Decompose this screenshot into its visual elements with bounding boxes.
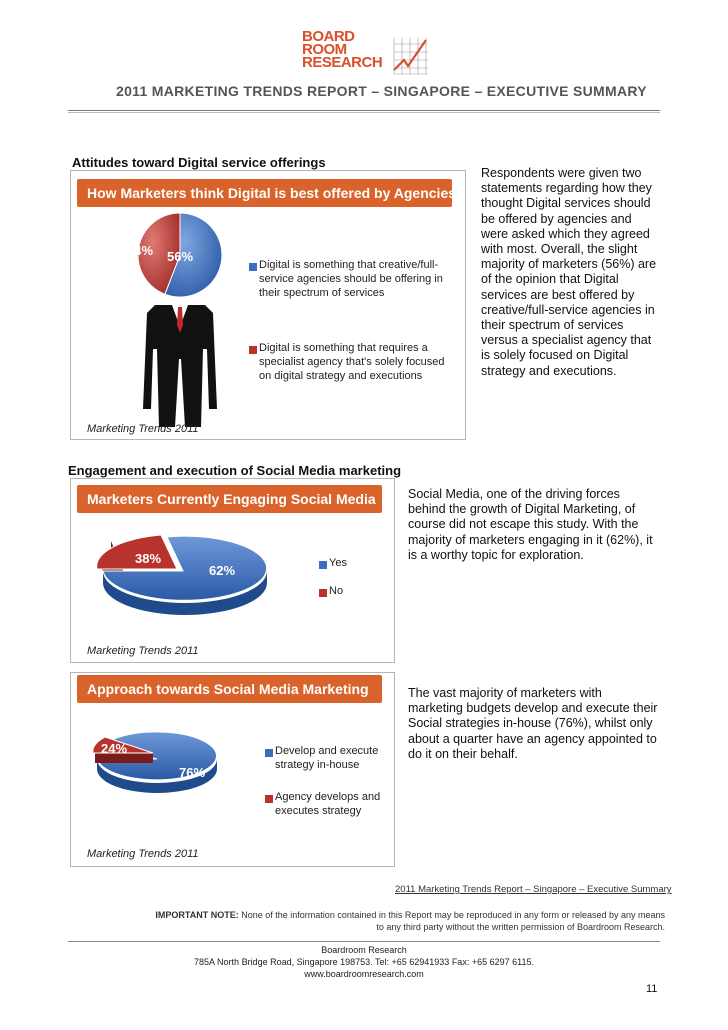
- chart-panel-social-engaging: [70, 478, 395, 663]
- legend-text-agency: Agency develops and executes strategy: [275, 791, 381, 817]
- legend-text-yes: Yes: [329, 557, 347, 569]
- footer-website[interactable]: www.boardroomresearch.com: [304, 969, 424, 979]
- legend-swatch-inhouse: [265, 749, 273, 757]
- chart-panel-digital: [70, 170, 466, 440]
- footer-company: Boardroom Research: [321, 945, 407, 955]
- chart-title-social-approach: Approach towards Social Media Marketing: [77, 675, 382, 703]
- logo-line-3: RESEARCH: [302, 54, 383, 71]
- chart-caption-social-engaging: Marketing Trends 2011: [87, 645, 199, 657]
- header-rule: [68, 110, 660, 113]
- section-heading-digital: Attitudes toward Digital service offerings: [72, 155, 326, 170]
- logo-line-1: BOARD: [302, 28, 355, 45]
- legend-swatch-yes: [319, 561, 327, 569]
- legend-text-no: No: [329, 585, 344, 597]
- important-note: [150, 909, 665, 933]
- legend-text-inhouse: Develop and execute strategy in-house: [275, 745, 379, 771]
- chart-title-social-engaging: Marketers Currently Engaging Social Media: [77, 485, 382, 513]
- body-text-social-approach: The vast majority of marketers with marketing budgets develop and execute their Social strategies in-house (76%), whilst only about a quarter have an agency appointed to do it on their behalf.: [408, 686, 658, 761]
- important-note-label: IMPORTANT NOTE:: [155, 910, 239, 920]
- footer-report-link[interactable]: 2011 Marketing Trends Report – Singapore – Executive Summary: [395, 884, 672, 895]
- logo-chart-icon: [390, 34, 430, 76]
- businessman-figure: [143, 305, 217, 427]
- logo-line-2: ROOM: [302, 41, 347, 58]
- body-text-social-engaging: Social Media, one of the driving forces behind the growth of Digital Marketing, of course did not escape this study. With the majority of marketers engaging in it (62%), it is a worthy topic for exploration.: [408, 487, 653, 562]
- pie-label-social-62: 62%: [209, 563, 236, 578]
- pie-label-approach-76: 76%: [179, 765, 206, 780]
- pie-chart-social-engaging: [95, 529, 275, 624]
- legend-swatch-creative: [249, 263, 257, 271]
- important-note-text: None of the information contained in this Report may be reproduced in any form or released by any means to any third party without the written permission of Boardroom Research.: [241, 910, 665, 932]
- legend-text-creative: Digital is something that creative/full-service agencies should be offering in their spectrum of services: [259, 259, 443, 299]
- boardroom-research-logo: [302, 30, 430, 76]
- chart-caption-digital: Marketing Trends 2011: [87, 423, 199, 435]
- footer-address: 785A North Bridge Road, Singapore 198753. Tel: +65 62941933 Fax: +65 6297 6115.: [194, 957, 534, 967]
- pie-label-digital-56: 56%: [167, 249, 194, 264]
- chart-caption-social-approach: Marketing Trends 2011: [87, 848, 199, 860]
- body-text-digital: Respondents were given two statements regarding how they thought Digital services should be offered by agencies and were asked which they agreed with most. Overall, the slight majority of marketers (56%) are of the opinion that Digital services are best offered by creative/full-service agencies in their spectrum of services versus a specialist agency that is solely focused on Digital strategy and executions.: [481, 166, 657, 378]
- footer-rule: [68, 941, 660, 942]
- report-title: 2011 MARKETING TRENDS REPORT – SINGAPORE – EXECUTIVE SUMMARY: [116, 83, 647, 99]
- chart-title-digital: How Marketers think Digital is best offered by Agencies: [77, 179, 452, 207]
- chart-panel-social-approach: [70, 672, 395, 867]
- legend-swatch-no: [319, 589, 327, 597]
- section-heading-social: Engagement and execution of Social Media marketing: [68, 463, 402, 478]
- pie-label-digital-44: 44%: [127, 243, 154, 258]
- legend-text-specialist: Digital is something that requires a specialist agency that's solely focused on digital strategy and executions: [259, 342, 445, 382]
- pie-label-approach-24: 24%: [101, 741, 128, 756]
- legend-swatch-specialist: [249, 346, 257, 354]
- pie-chart-social-approach: [93, 729, 223, 799]
- page-number: 11: [646, 983, 658, 995]
- legend-swatch-agency: [265, 795, 273, 803]
- pie-label-social-38: 38%: [135, 551, 162, 566]
